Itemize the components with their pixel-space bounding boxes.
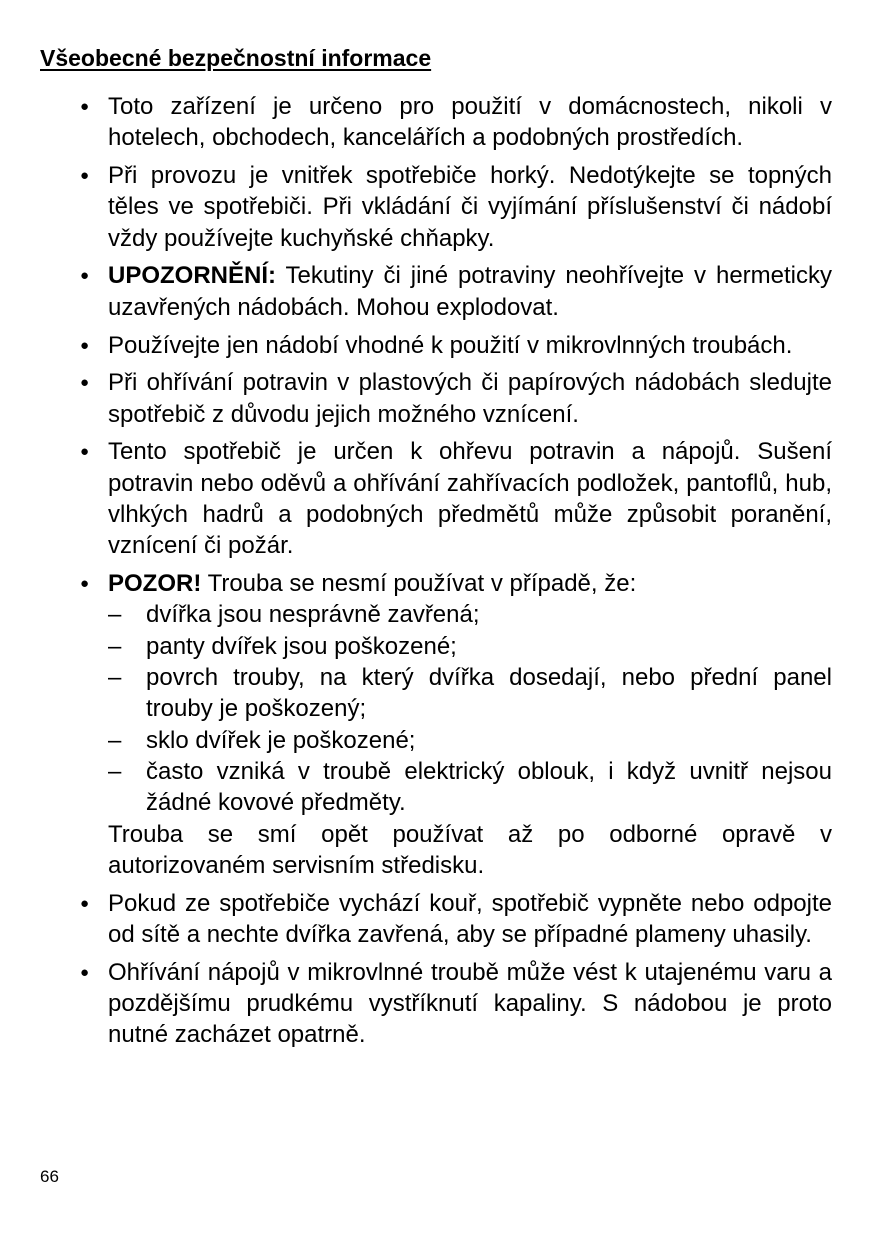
list-item [78,568,832,881]
list-item [78,367,832,430]
list-item [78,436,832,561]
safety-list [78,91,832,1057]
item-text: Tento spotřebič je určen k ohřevu potravin a nápojů. Sušení potravin nebo oděvů a ohřívání zahřívacích podložek, pantoflů, hub, vlhkých hadrů a podobných předmětů může způsobit poranění, vznícení či požár. [108,438,832,560]
page-title: Všeobecné bezpečnostní informace [40,45,432,71]
condition-item: – dvířka jsou nesprávně zavřená; [108,599,832,630]
item-text: Při ohřívání potravin v plastových či papírových nádobách sledujte spotřebič z důvodu jejich možného vznícení. [108,369,832,428]
condition-item: – sklo dvířek je poškozené; [108,725,832,756]
warning-label: UPOZORNĚNÍ: [108,262,276,290]
list-item [78,888,832,951]
item-followup-text: Trouba se smí opět používat až po odborné opravě v autorizovaném servisním středisku. [108,820,832,879]
item-text: Pokud ze spotřebiče vychází kouř, spotřebič vypněte nebo odpojte od sítě a nechte dvířka zavřená, aby se případné plameny uhasily. [108,889,832,948]
list-item [78,91,832,154]
list-item [78,260,832,323]
list-item [78,957,832,1051]
item-text: Trouba se nesmí používat v případě, že: [201,570,637,598]
item-text: Při provozu je vnitřek spotřebiče horký. Nedotýkejte se topných těles ve spotřebiči. Při vkládání či vyjímání příslušenství či nádobí vždy používejte kuchyňské chňapky. [108,162,832,252]
list-item [78,330,832,361]
condition-item: – často vzniká v troubě elektrický oblouk, i když uvnitř nejsou žádné kovové předměty. [108,756,832,819]
item-text: Používejte jen nádobí vhodné k použití v mikrovlnných troubách. [108,331,793,359]
item-text: Ohřívání nápojů v mikrovlnné troubě může vést k utajenému varu a pozdějšímu prudkému vystříknutí kapaliny. S nádobou je proto nutné zacházet opatrně. [108,958,832,1049]
item-text: Toto zařízení je určeno pro použití v domácnostech, nikoli v hotelech, obchodech, kancelářích a podobných prostředích. [108,93,832,152]
condition-list [108,599,832,818]
page-number: 66 [40,1167,59,1186]
condition-item: – panty dvířek jsou poškozené; [108,631,832,662]
caution-label: POZOR! [108,570,202,598]
list-item [78,160,832,254]
condition-item: – povrch trouby, na který dvířka dosedají, nebo přední panel trouby je poškozený; [108,662,832,725]
item-text: Tekutiny či jiné potraviny neohřívejte v hermeticky uzavřených nádobách. Mohou explodovat. [108,262,832,321]
